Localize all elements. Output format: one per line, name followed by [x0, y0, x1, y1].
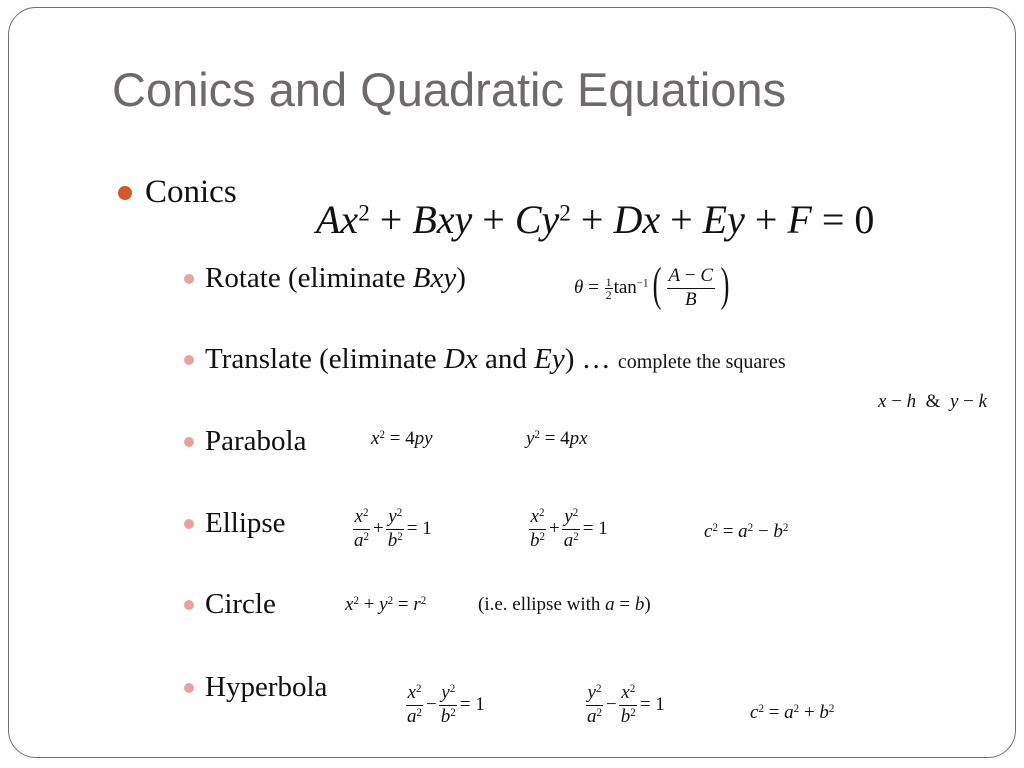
translate-label: Translate (eliminate Dx and Ey) … complete the squares — [205, 343, 786, 375]
rotate-label: Rotate (eliminate Bxy) — [205, 262, 466, 294]
ellipse-eq-vertical: $\frac{x^2}{b^2}$ + $\frac{y^2}{a^2}$ = 1 — [530, 506, 608, 551]
circle-equation: $x^2 + y^2 = r^2$ — [345, 594, 427, 615]
circle-note: (i.e. ellipse with a = b) — [478, 594, 651, 615]
hyperbola-label: Hyperbola — [205, 671, 328, 703]
ellipse-focal-relation: $c^2 = a^2 - b^2$ — [704, 521, 789, 542]
bullet-ellipse — [184, 519, 194, 529]
hyperbola-focal-relation: $c^2 = a^2 + b^2$ — [750, 702, 835, 723]
bullet-conics — [118, 186, 132, 200]
slide-title: Conics and Quadratic Equations — [112, 63, 787, 116]
circle-label: Circle — [205, 588, 276, 620]
hyperbola-eq-horizontal: $\frac{x^2}{a^2}$ − $\frac{y^2}{b^2}$ = 1 — [407, 682, 485, 727]
rotation-angle-formula: θ = $\frac{1}{2}$ $\tan^{-1}$( $\frac{A - C}{B}$ ) — [574, 258, 730, 312]
hyperbola-eq-vertical: $\frac{y^2}{a^2}$ − $\frac{x^2}{b^2}$ = 1 — [587, 682, 665, 727]
bullet-circle — [184, 600, 194, 610]
ellipse-label: Ellipse — [205, 507, 286, 539]
bullet-rotate — [184, 274, 194, 284]
parabola-eq-vertical: $x^2 = 4py$ — [371, 428, 433, 449]
ellipse-eq-horizontal: $\frac{x^2}{a^2}$ + $\frac{y^2}{b^2}$ = 1 — [354, 506, 432, 551]
conics-label: Conics — [145, 174, 237, 210]
bullet-parabola — [184, 437, 194, 447]
general-conic-equation: $Ax^2$ + Bxy + $Cy^2 + Dx + Ey + F = 0$ — [316, 197, 875, 242]
parabola-label: Parabola — [205, 425, 307, 457]
bullet-hyperbola — [184, 683, 194, 693]
parabola-eq-horizontal: $y^2 = 4px$ — [526, 428, 588, 449]
slide-frame — [8, 7, 1016, 758]
translation-shift: x − h & y − k — [878, 391, 988, 412]
bullet-translate — [184, 355, 194, 365]
